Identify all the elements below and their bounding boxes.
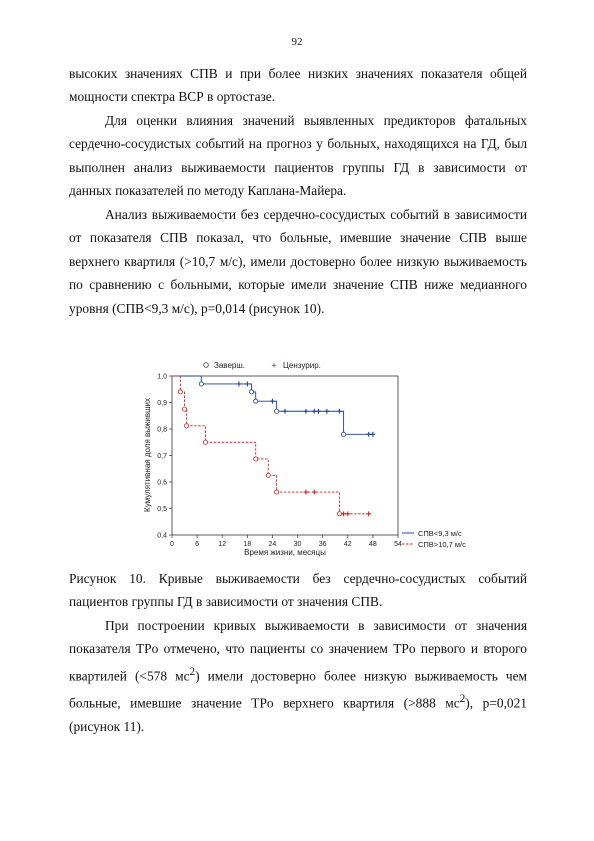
complete-event-marker	[249, 390, 253, 394]
censored-marker	[337, 409, 342, 414]
x-tick-label: 36	[318, 541, 327, 548]
paragraph-4-part-1: При построении кривых выживаемости в зависимости от значения показателя TPo отмечено, что пациенты со значением TPo первого и второго квартилей (<578 мс	[69, 618, 527, 684]
x-tick-label: 48	[368, 541, 377, 548]
complete-event-marker	[182, 407, 186, 411]
figure-caption: Рисунок 10. Кривые выживаемости без сердечно-сосудистых событий пациентов группы ГД в зависимости от значения СПВ.	[69, 571, 527, 610]
complete-event-marker	[185, 424, 189, 428]
y-tick-label: 0,7	[157, 453, 167, 460]
x-tick-label: 54	[394, 541, 402, 548]
censored-marker	[312, 409, 317, 414]
complete-event-marker	[275, 409, 279, 413]
superscript-2: 2	[459, 692, 466, 705]
complete-event-marker	[275, 490, 279, 494]
censored-marker	[366, 511, 371, 516]
survival-chart-svg	[135, 354, 495, 559]
complete-event-marker	[199, 382, 203, 386]
y-ticks	[157, 374, 172, 540]
censored-marker	[345, 511, 350, 516]
censored-marker	[341, 511, 346, 516]
y-axis-title: Кумулятивная доля выживших	[143, 398, 152, 512]
series-legend-label: СПВ<9,3 м/с	[418, 529, 462, 538]
censored-marker	[304, 490, 309, 495]
x-tick-label: 12	[218, 541, 227, 548]
censored-marker	[370, 432, 375, 437]
y-tick-label: 0,6	[157, 479, 167, 487]
paragraph-1: высоких значениях СПВ и при более низких значениях показателя общей мощности спектра ВСР в ортостазе.	[69, 66, 527, 105]
paragraph-4	[69, 614, 527, 738]
complete-event-marker	[337, 512, 341, 516]
y-tick-label: 0,5	[157, 506, 167, 513]
complete-event-marker	[341, 432, 345, 436]
x-tick-label: 6	[195, 541, 200, 548]
x-tick-label: 24	[268, 541, 277, 548]
complete-event-marker	[254, 399, 258, 403]
legend-censored-label: Цензурир.	[283, 361, 321, 370]
x-axis-title: Время жизни, месяцы	[244, 548, 326, 557]
page-number: 92	[291, 36, 303, 48]
paragraph-3: Анализ выживаемости без сердечно-сосудистых событий в зависимости от показателя СПВ показал, что больные, имевшие значение СПВ выше верхнего квартиля (>10,7 м/с), имели достоверно более низкую выживаемость по сравнению с больными, которые имели значение СПВ ниже медианного уровня (СПВ<9,3 м/с), p=0,014 (рисунок 10).	[69, 207, 527, 316]
y-tick-label: 0,9	[157, 400, 167, 407]
y-tick-label: 0,8	[157, 426, 167, 434]
legend-complete-label: Заверш.	[214, 361, 245, 370]
censored-marker	[283, 409, 288, 414]
survival-chart	[135, 354, 495, 559]
censored-marker	[316, 409, 321, 414]
legend-complete-marker	[204, 363, 209, 368]
legend-censored-marker: +	[271, 360, 277, 371]
complete-event-marker	[178, 390, 182, 394]
censored-marker	[324, 409, 329, 414]
paragraph-4-part-2: ) имели достоверно более низкую выживаемость чем больные, имевшие значение TPo верхнего квартиля (>888 мс	[69, 668, 527, 711]
series-legend	[402, 529, 466, 549]
x-tick-label: 18	[243, 541, 252, 548]
censored-marker	[312, 490, 317, 495]
series-layer	[172, 376, 375, 516]
x-ticks	[170, 535, 402, 548]
top-legend	[204, 361, 321, 371]
complete-event-marker	[203, 440, 207, 444]
complete-event-marker	[254, 457, 258, 461]
y-tick-label: 1,0	[157, 373, 167, 381]
complete-event-marker	[266, 473, 270, 477]
censored-marker	[245, 382, 250, 387]
censored-marker	[304, 409, 309, 414]
paragraph-4-part-3: ), p=0,021 (рисунок 11).	[69, 695, 527, 734]
superscript-1: 2	[189, 665, 196, 678]
censored-marker	[237, 382, 242, 387]
censored-marker	[366, 432, 371, 437]
paragraph-2: Для оценки влияния значений выявленных предикторов фатальных сердечно-сосудистых событий на прогноз у больных, находящихся на ГД, был выполнен анализ выживаемости пациентов группы ГД в зависимости от данных показателей по методу Каплана-Майера.	[69, 113, 527, 199]
y-tick-label: 0,4	[157, 532, 167, 540]
series-legend-label: СПВ>10,7 м/с	[418, 540, 466, 549]
plot-frame	[172, 376, 398, 535]
x-tick-label: 30	[293, 541, 302, 548]
x-tick-label: 0	[170, 541, 174, 548]
censored-marker	[270, 399, 275, 404]
survival-curve-2	[172, 376, 369, 514]
x-tick-label: 42	[343, 541, 352, 548]
